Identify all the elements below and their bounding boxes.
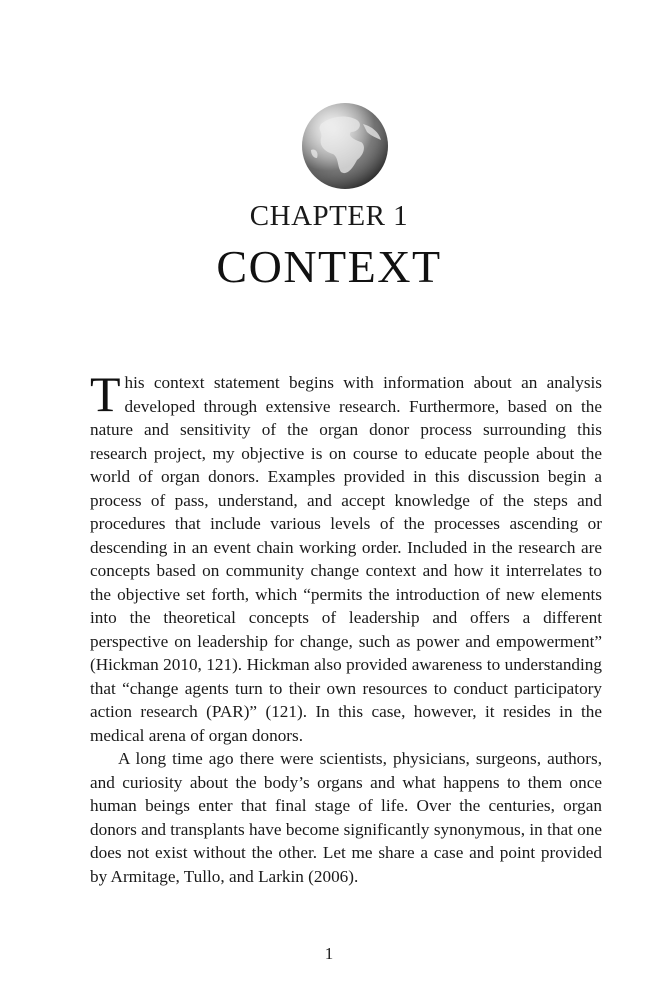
paragraph-2: A long time ago there were scientists, physicians, surgeons, authors, and curiosity about the body’s organs and what happens to them once human beings enter that final stage of life. Over the centuries, organ donors and transplants have become significantly synonymous, in that one does not exist without the other. Let me share a case and point provided by Armitage, Tullo, and Larkin (2006). [90, 749, 602, 886]
chapter-label: CHAPTER 1 [249, 200, 409, 232]
paragraph-1 [90, 366, 602, 747]
drop-cap: T [90, 366, 121, 422]
globe-icon [301, 102, 389, 190]
chapter-title: CONTEXT [216, 241, 442, 292]
chapter-body [90, 366, 602, 888]
paragraph-1-text: his context statement begins with information about an analysis developed through extensive research. Furthermore, based on the nature and sensitivity of the organ donor process surrounding this research project, my objective is on course to educate people about the world of organ donors. Examples provided in this discussion begin a process of pass, understand, and accept knowledge of the steps and procedures that include various levels of the processes ascending or descending in an event chain working order. Included in the research are concepts based on community change context and how it interrelates to the objective set forth, which “permits the introduction of new elements into the theoretical concepts of leadership and offers a different perspective on leadership for change, such as power and empowerment” (Hickman 2010, 121). Hickman also provided awareness to understanding that “change agents turn to their own resources to conduct participatory action research (PAR)” (121). In this case, however, it resides in the medical arena of organ donors. [90, 373, 602, 745]
page-number: 1 [324, 944, 334, 963]
